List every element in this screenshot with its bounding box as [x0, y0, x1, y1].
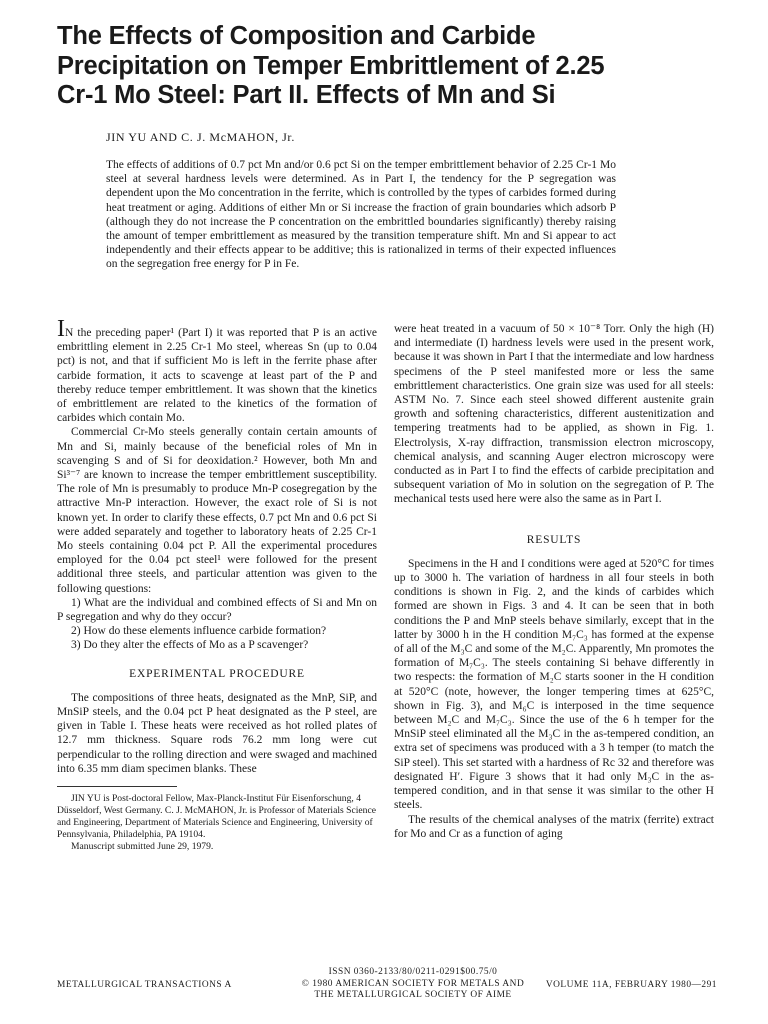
question-2: 2) How do these elements influence carbide formation? [71, 625, 327, 638]
title-line: Cr-1 Mo Steel: Part II. Effects of Mn and Si [57, 81, 556, 109]
abstract: The effects of additions of 0.7 pct Mn and/or 0.6 pct Si on the temper embrittlement behavior of 2.25 Cr-1 Mo steel at several hardness levels were determined. As in Part I, the tendency for the P segregation was dependent upon the Mo concentration in the ferrite, which is controlled by the types of carbides formed during heat treatment or aging. Additions of either Mn or Si increase the fraction of grain boundaries which adsorb P (although they do not increase the P concentration on the embrittled boundaries significantly) thereby raising the amount of temper embrittlement as measured by the transition temperature shift. Mn and Si appear to act independently and their effects appear to be additive; this is rationalized in terms of their expected influences on the segregation free energy for P in Fe. [106, 159, 616, 271]
author-affiliation-footnote: JIN YU is Post-doctoral Fellow, Max-Planck-Institut Für Eisenforschung, 4 Düsseldorf, West Germany. C. J. McMAHON, Jr. is Professor of Materials Science and Engineering, Department of Materials Science and Engineering, University of Pennsylvania, Philadelphia, PA 19104. [57, 793, 376, 841]
section-heading-results: RESULTS [526, 533, 582, 546]
title-line: The Effects of Composition and Carbide [57, 22, 536, 50]
question-3: 3) Do they alter the effects of Mo as a P scavenger? [71, 639, 309, 652]
intro-paragraph [57, 316, 377, 425]
right-column [394, 322, 714, 841]
section-heading-experimental: EXPERIMENTAL PROCEDURE [129, 667, 305, 680]
copyright-line: THE METALLURGICAL SOCIETY OF AIME [314, 990, 512, 1000]
issn-line: ISSN 0360-2133/80/0211-0291$00.75/0 [328, 967, 498, 977]
body-paragraph: The results of the chemical analyses of the matrix (ferrite) extract for Mo and Cr as a function of aging [394, 813, 714, 840]
copyright-line: © 1980 AMERICAN SOCIETY FOR METALS AND [301, 978, 525, 989]
left-column [57, 316, 377, 853]
title-line: Precipitation on Temper Embrittlement of 2.25 [57, 51, 605, 80]
submission-date-footnote: Manuscript submitted June 29, 1979. [71, 841, 214, 853]
journal-name: METALLURGICAL TRANSACTIONS A [57, 980, 232, 990]
body-paragraph: Specimens in the H and I conditions were aged at 520°C for times up to 3000 h. The variation of hardness in all four steels in both conditions is shown in Fig. 2, and the kinds of carbides which formed are shown in Figs. 3 and 4. It can be seen that in both conditions the P and MnP steels behave similarly, except that in the latter by 3000 h in the H condition M₇C₃ has formed at the expense of all of the M₃C and some of the M₂C. Apparently, Mn promotes the formation of M₇C₃. The steels containing Si behave differently in two respects: the formation of M₂C starts sooner in the H condition at 520°C (note, however, the longer tempering times at 625°C, shown in Fig. 3), and M₆C is interposed in the time sequence between M₂C and M₇C₃. Since the use of the 6 h temper for the MnSiP steel eliminated all the M₃C in the as-tempered condition, an extra set of specimens was produced with a 3 h temper (to match the SiP steel). This set started with a hardness of Rc 32 and therefore was designated H′. Figure 3 shows that it had only M₃C in the as-tempered condition, and in that sense it was similar to the other H steels. [394, 557, 715, 812]
body-paragraph: Commercial Cr-Mo steels generally contain certain amounts of Mn and Si, mainly because of the beneficial roles of Mn in scavenging S and of Si for deoxidation.² However, both Mn and Si³⁻⁷ are known to increase the temper embrittlement susceptibility. The role of Mn is presumably to produce Mn-P cosegregation by the attractive Mn-P interaction. However, the exact role of Si is not known yet. In order to clarify these effects, 0.7 pct Mn and 0.6 pct Si were added separately and together to laboratory heats of 2.25 Cr-1 Mo steels containing 0.04 pct P. All the experimental procedures employed for the 0.04 pct steel¹ were followed for the present additional three steels, and particular attention was given to the following questions: [57, 426, 377, 595]
intro-text: N the preceding paper¹ (Part I) it was reported that P is an active embrittling element in 2.25 Cr-1 Mo steel, whereas Sn (up to 0.04 pct) is not, and that if sufficient Mo is left in the ferrite phase after carbide formation, it acts to scavenge at least part of the P and thereby reduce temper embrittlement. It was shown that the kinetics of embrittlement are related to the kinetics of the formation of carbides which contain Mo. [57, 327, 377, 425]
copyright-block [283, 967, 543, 1002]
body-paragraph: The compositions of three heats, designated as the MnP, SiP, and MnSiP steels, and the 0.04 pct P heat designated as the P steel, are given in Table I. These heats were received as hot rolled plates of 12.7 mm thickness. Square rods 76.2 mm long were cut perpendicular to the rolling direction and were swaged and machined into 6.35 mm diam specimen blanks. These [57, 691, 377, 775]
footnote-divider [57, 786, 177, 787]
body-paragraph: were heat treated in a vacuum of 50 × 10⁻⁸ Torr. Only the high (H) and intermediate (I) hardness levels were used in the present work, because it was shown in Part I that the intermediate and low hardness specimens of the P steel manifested more or less the same embrittlement characteristics. One grain size was used for all steels: ASTM No. 7. Since each steel showed different austenite grain growth and softening characteristics, different austenitization and tempering treatments had to be applied, as shown in Fig. 1. Electrolysis, X-ray diffraction, transmission electron microscopy, chemical analysis, and scanning Auger electron microscopy were conducted as in Part I to find the effects of carbide precipitation and subsequent variation of Mo in solution on the segregation of P. The mechanical tests used here were also the same as in Part I. [394, 323, 714, 506]
paper-title [57, 22, 737, 111]
drop-cap: I [57, 316, 65, 342]
volume-page-info: VOLUME 11A, FEBRUARY 1980—291 [545, 980, 717, 990]
page-footer [57, 967, 717, 1011]
author-line: JIN YU AND C. J. McMAHON, Jr. [106, 130, 295, 144]
question-1: 1) What are the individual and combined effects of Si and Mn on P segregation and why do they occur? [57, 596, 377, 624]
